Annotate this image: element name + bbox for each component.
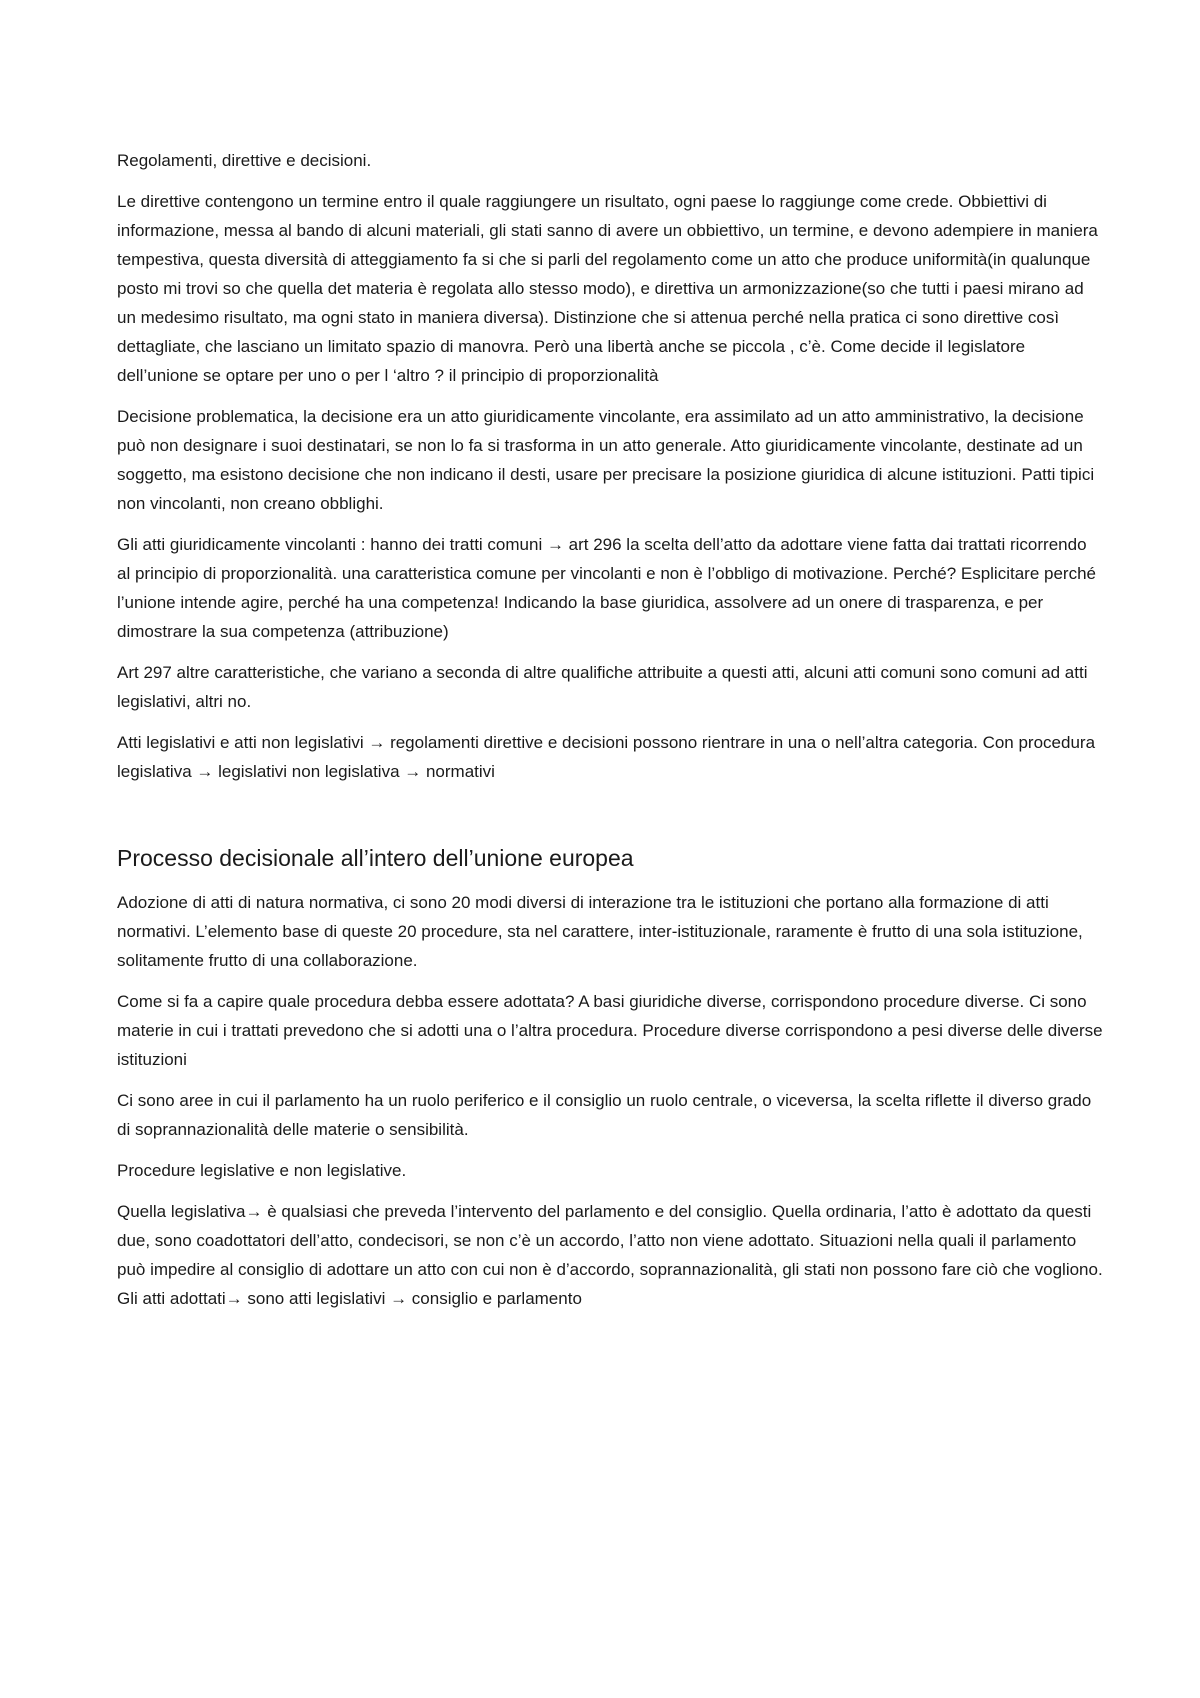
paragraph-decisione: Decisione problematica, la decisione era un atto giuridicamente vincolante, era assimilato ad un atto amministrativo, la decisione può non designare i suoi destinatari, se non lo fa si trasforma in un atto generale. Atto giuridicamente vincolante, destinate ad un soggetto, ma esistono decisione che non indicano il desti, usare per precisare la posizione giuridica di alcune istituzioni. Patti tipici non vincolanti, non creano obblighi. [117, 407, 1095, 513]
paragraph-legislativa: Quella legislativa→ è qualsiasi che preveda l’intervento del parlamento e del consiglio. Quella ordinaria, l’atto è adottato da questi due, sono coadottatori dell’atto, condecisori, se non c’è un accordo, l’atto non viene adottato. Situazioni nella quali il parlamento può impedire al consiglio di adottare un atto con cui non è d’accordo, soprannazionalità, gli stati non possono fare ciò che vogliono. Gli atti adottati→ sono atti legislativi → consiglio e parlamento [117, 1202, 1103, 1308]
paragraph-procedura: Come si fa a capire quale procedura debba essere adottata? A basi giuridiche diverse, corrispondono procedure diverse. Ci sono materie in cui i trattati prevedono che si adotti una o l’altra procedura. Procedure diverse corrispondono a pesi diverse delle diverse istituzioni [117, 992, 1103, 1069]
paragraph-direttive: Le direttive contengono un termine entro il quale raggiungere un risultato, ogni paese lo raggiunge come crede. Obbiettivi di informazione, messa al bando di alcuni materiali, gli stati sanno di avere un obbiettivo, un termine, e devono adempiere in maniera tempestiva, questa diversità di atteggiamento fa si che si parli del regolamento come un atto che produce uniformità(in qualunque posto mi trovi so che quella det materia è regolata allo stesso modo), e direttiva un armonizzazione(so che tutti i paesi mirano ad un medesimo risultato, ma ogni stato in maniera diversa). Distinzione che si attenua perché nella pratica ci sono direttive così dettagliate, che lasciano un limitato spazio di manovra. Però una libertà anche se piccola , c’è. Come decide il legislatore dell’unione se optare per uno o per l ‘altro ? il principio di proporzionalità [117, 192, 1098, 385]
paragraph-art-297: Art 297 altre caratteristiche, che variano a seconda di altre qualifiche attribuite a questi atti, alcuni atti comuni sono comuni ad atti legislativi, altri no. [117, 663, 1088, 711]
section-title: Regolamenti, direttive e decisioni. [117, 151, 372, 170]
paragraph-atti-legislativi: Atti legislativi e atti non legislativi → regolamenti direttive e decisioni possono rientrare in una o nell’altra categoria. Con procedura legislativa → legislativi non legislativa → normativi [117, 733, 1096, 781]
paragraph-atti-vincolanti: Gli atti giuridicamente vincolanti : hanno dei tratti comuni → art 296 la scelta dell’atto da adottare viene fatta dai trattati ricorrendo al principio di proporzionalità. una caratteristica comune per vincolanti e non è l’obbligo di motivazione. Perché? Esplicitare perché l’unione intende agire, perché ha una competenza! Indicando la base giuridica, assolvere ad un onere di trasparenza, e per dimostrare la sua competenza (attribuzione) [117, 535, 1096, 641]
paragraph-adozione: Adozione di atti di natura normativa, ci sono 20 modi diversi di interazione tra le istituzioni che portano alla formazione di atti normativi. L’elemento base di queste 20 procedure, sta nel carattere, inter-istituzionale, raramente è frutto di una sola istituzione, solitamente frutto di una collaborazione. [117, 893, 1083, 970]
section-heading: Processo decisionale all’intero dell’unione europea [117, 845, 634, 871]
paragraph-aree: Ci sono aree in cui il parlamento ha un ruolo periferico e il consiglio un ruolo centrale, o viceversa, la scelta riflette il diverso grado di soprannazionalità delle materie o sensibilità. [117, 1091, 1092, 1139]
document-page [117, 146, 1103, 1325]
paragraph-procedure-title: Procedure legislative e non legislative. [117, 1161, 407, 1180]
